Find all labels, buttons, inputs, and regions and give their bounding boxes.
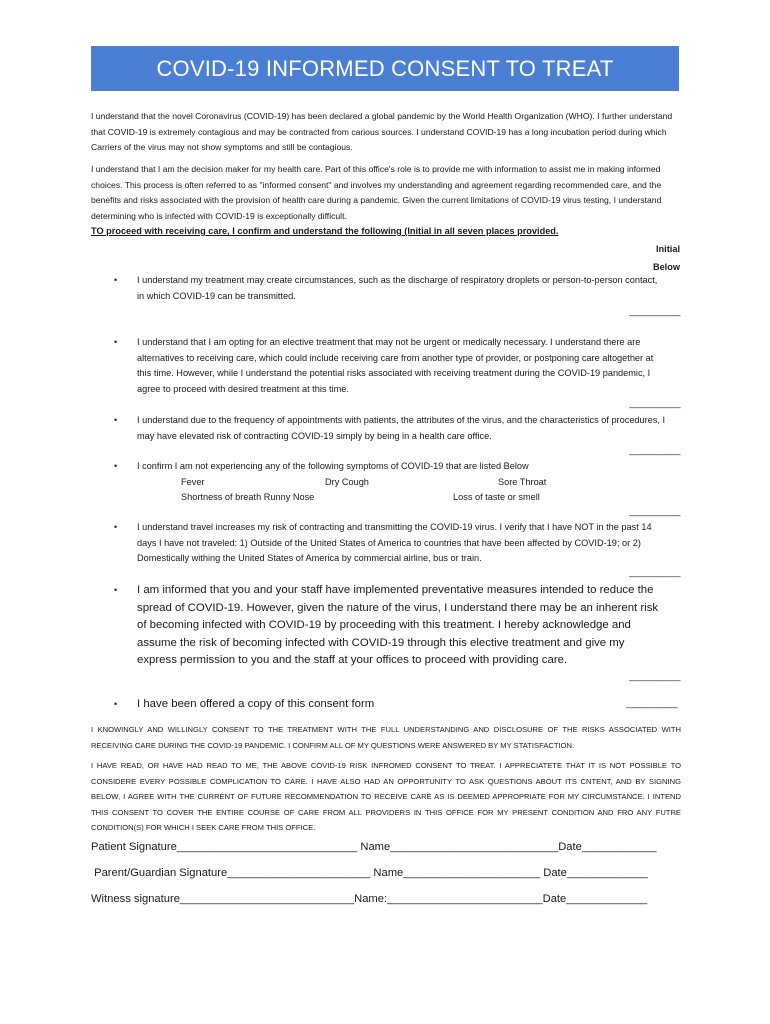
consent-item-text: I am informed that you and your staff have implemented preventative measures intended to reduce the spread of COVID-19. However, given the nature of the virus, I understand there may be an inherent risk of becoming infected with COVID-19 by proceeding with this treatment. I hereby acknowledge and assume the risk of becoming infected with COVID-19 through this elective treatment and give my express permission to you and the staff at your offices to proceed with providing care. <box>137 584 659 666</box>
initial-blank-7[interactable]: ___________ <box>626 698 677 708</box>
consent-statement-1: I KNOWINGLY AND WILLINGLY CONSENT TO THE TREATMENT WITH THE FULL UNDERSTANDING AND DISCLOSURE OF THE RISKS ASSOCIATED WITH RECEIVING CARE DURING THE COVID-19 PANDEMIC. I CONFIRM ALL OF MY QUESTIONS WERE ANSWERED BY MY STATISFACTION. <box>91 725 681 750</box>
below-label: Below <box>652 262 680 272</box>
consent-item-text: I understand travel increases my risk of contracting and transmitting the COVID-19 virus. I verify that I have NOT in the past 14 days I have not traveled: 1) Outside of the United States of America to countries that have been affected by COVID-19; or 2) Domestically withing the United States of America by commercial airline, bus or train. <box>137 522 652 563</box>
initial-blank-1[interactable]: ___________ <box>629 306 680 316</box>
consent-item-text: I understand due to the frequency of appointments with patients, the attributes of the virus, and the characteristics of procedures, I may have elevated risk of contracting COVID-19 simply by being in a health care office. <box>137 415 666 441</box>
symptoms-row-1 <box>137 475 680 491</box>
initial-blank-3[interactable]: ___________ <box>629 445 680 455</box>
consent-item-copy <box>114 696 680 714</box>
bullet-icon: • <box>114 699 118 709</box>
initial-below-label <box>653 240 680 276</box>
bullet-icon: • <box>114 275 118 285</box>
bullet-icon: • <box>114 461 118 471</box>
symptoms-intro: I confirm I am not experiencing any of the following symptoms of COVID-19 that are listed Below <box>137 461 529 471</box>
consent-item-text: I have been offered a copy of this consent form <box>137 698 375 710</box>
consent-item-preventative <box>114 582 680 670</box>
initial-blank-6[interactable]: ___________ <box>629 671 680 681</box>
symptom-shortness-runny: Shortness of breath Runny Nose <box>181 492 315 502</box>
bullet-icon: • <box>114 522 118 532</box>
consent-item-text: I understand my treatment may create circumstances, such as the discharge of respiratory droplets or person-to-person contact, in which COVID-19 can be transmitted. <box>137 275 658 301</box>
consent-item-symptoms <box>114 459 680 506</box>
bullet-icon: • <box>114 585 118 595</box>
symptom-loss-taste: Loss of taste or smell <box>453 492 540 502</box>
initial-blank-2[interactable]: ___________ <box>629 398 680 408</box>
bullet-icon: • <box>114 415 118 425</box>
title-banner <box>91 46 679 91</box>
consent-item-2 <box>114 335 680 397</box>
initial-blank-4[interactable]: ___________ <box>629 506 680 516</box>
consent-item-travel <box>114 520 680 567</box>
initial-blank-5[interactable]: ___________ <box>629 567 680 577</box>
guardian-signature-line[interactable]: Parent/Guardian Signature_______________________ Name______________________ Date_____________ <box>91 867 648 879</box>
consent-statement-2: I HAVE READ, OR HAVE HAD READ TO ME, THE ABOVE COVID-19 RISK INFROMED CONSENT TO TREAT. I APPRECIATETE THAT IT IS NOT POSSIBLE TO CONSIDERE EVERY POSSIBLE COMPLICATION TO CARE. I HAVE ALSO HAD AN OPPORTUNITY TO ASK QUESTIONS ABOUT ITS CNTENT, AND BY SIGNING BELOW, I AGREE WITH THE CURRENT OF FUTURE RECOMMENDATION TO RECEIVE CARE AS IS DEEMED APPROPRIATE FOR MY CIRCUMSTANCE. I INTEND THIS CONSENT TO COVER THE ENTIRE COURSE OF CARE FROM ALL PROVIDERS IN THIS OFFICE FOR MY PRESENT CONDITION AND FRO ANY FUTRE CONDITION(S) FOR WHICH I SEEK CARE FROM THIS OFFICE. <box>91 761 681 832</box>
symptoms-row-2 <box>137 490 680 506</box>
intro-paragraph-2: I understand that I am the decision maker for my health care. Part of this office's role is to provide me with information to assist me in making informed choices. This process is often referred to as "informed consent" and involves my understanding and agreement regarding recommended care, and the benefits and risks associated with the provision of health care during a pandemic. Given the current limitations of COVID-19 virus testing, I understand determining who is infected with COVID-19 is exceptionally difficult. <box>91 164 662 221</box>
consent-item-3 <box>114 413 680 444</box>
bullet-icon: • <box>114 337 118 347</box>
patient-signature-line[interactable]: Patient Signature_____________________________ Name___________________________Date____________ <box>91 841 657 853</box>
symptom-fever: Fever <box>181 476 205 487</box>
symptom-sore-throat: Sore Throat <box>498 476 547 487</box>
intro-paragraph-1: I understand that the novel Coronavirus (COVID-19) has been declared a global pandemic by the World Health Organization (WHO). I further understand that COVID-19 is extremely contagious and may be contracted from carious sources. I understand COVID-19 has a long incubation period during which Carriers of the virus may not show symptoms and still be contagious. <box>91 111 673 152</box>
consent-item-1 <box>114 273 680 304</box>
symptom-dry-cough: Dry Cough <box>325 476 369 487</box>
consent-item-text: I understand that I am opting for an elective treatment that may not be urgent or medically necessary. I understand there are alternatives to receiving care, which could include receiving care from another type of provider, or postponing care altogether at this time. However, while I understand the potential risks associated with receiving treatment during the COVID-19 pandemic, I agree to proceed with desired treatment at this time. <box>137 337 654 394</box>
instructions-heading: TO proceed with receiving care, I confirm and understand the following (Initial in all seven places provided. <box>91 226 559 236</box>
initial-label: Initial <box>656 244 680 254</box>
page-title: COVID-19 INFORMED CONSENT TO TREAT <box>156 55 614 81</box>
witness-signature-line[interactable]: Witness signature____________________________Name:_________________________Date_____________ <box>91 893 648 905</box>
